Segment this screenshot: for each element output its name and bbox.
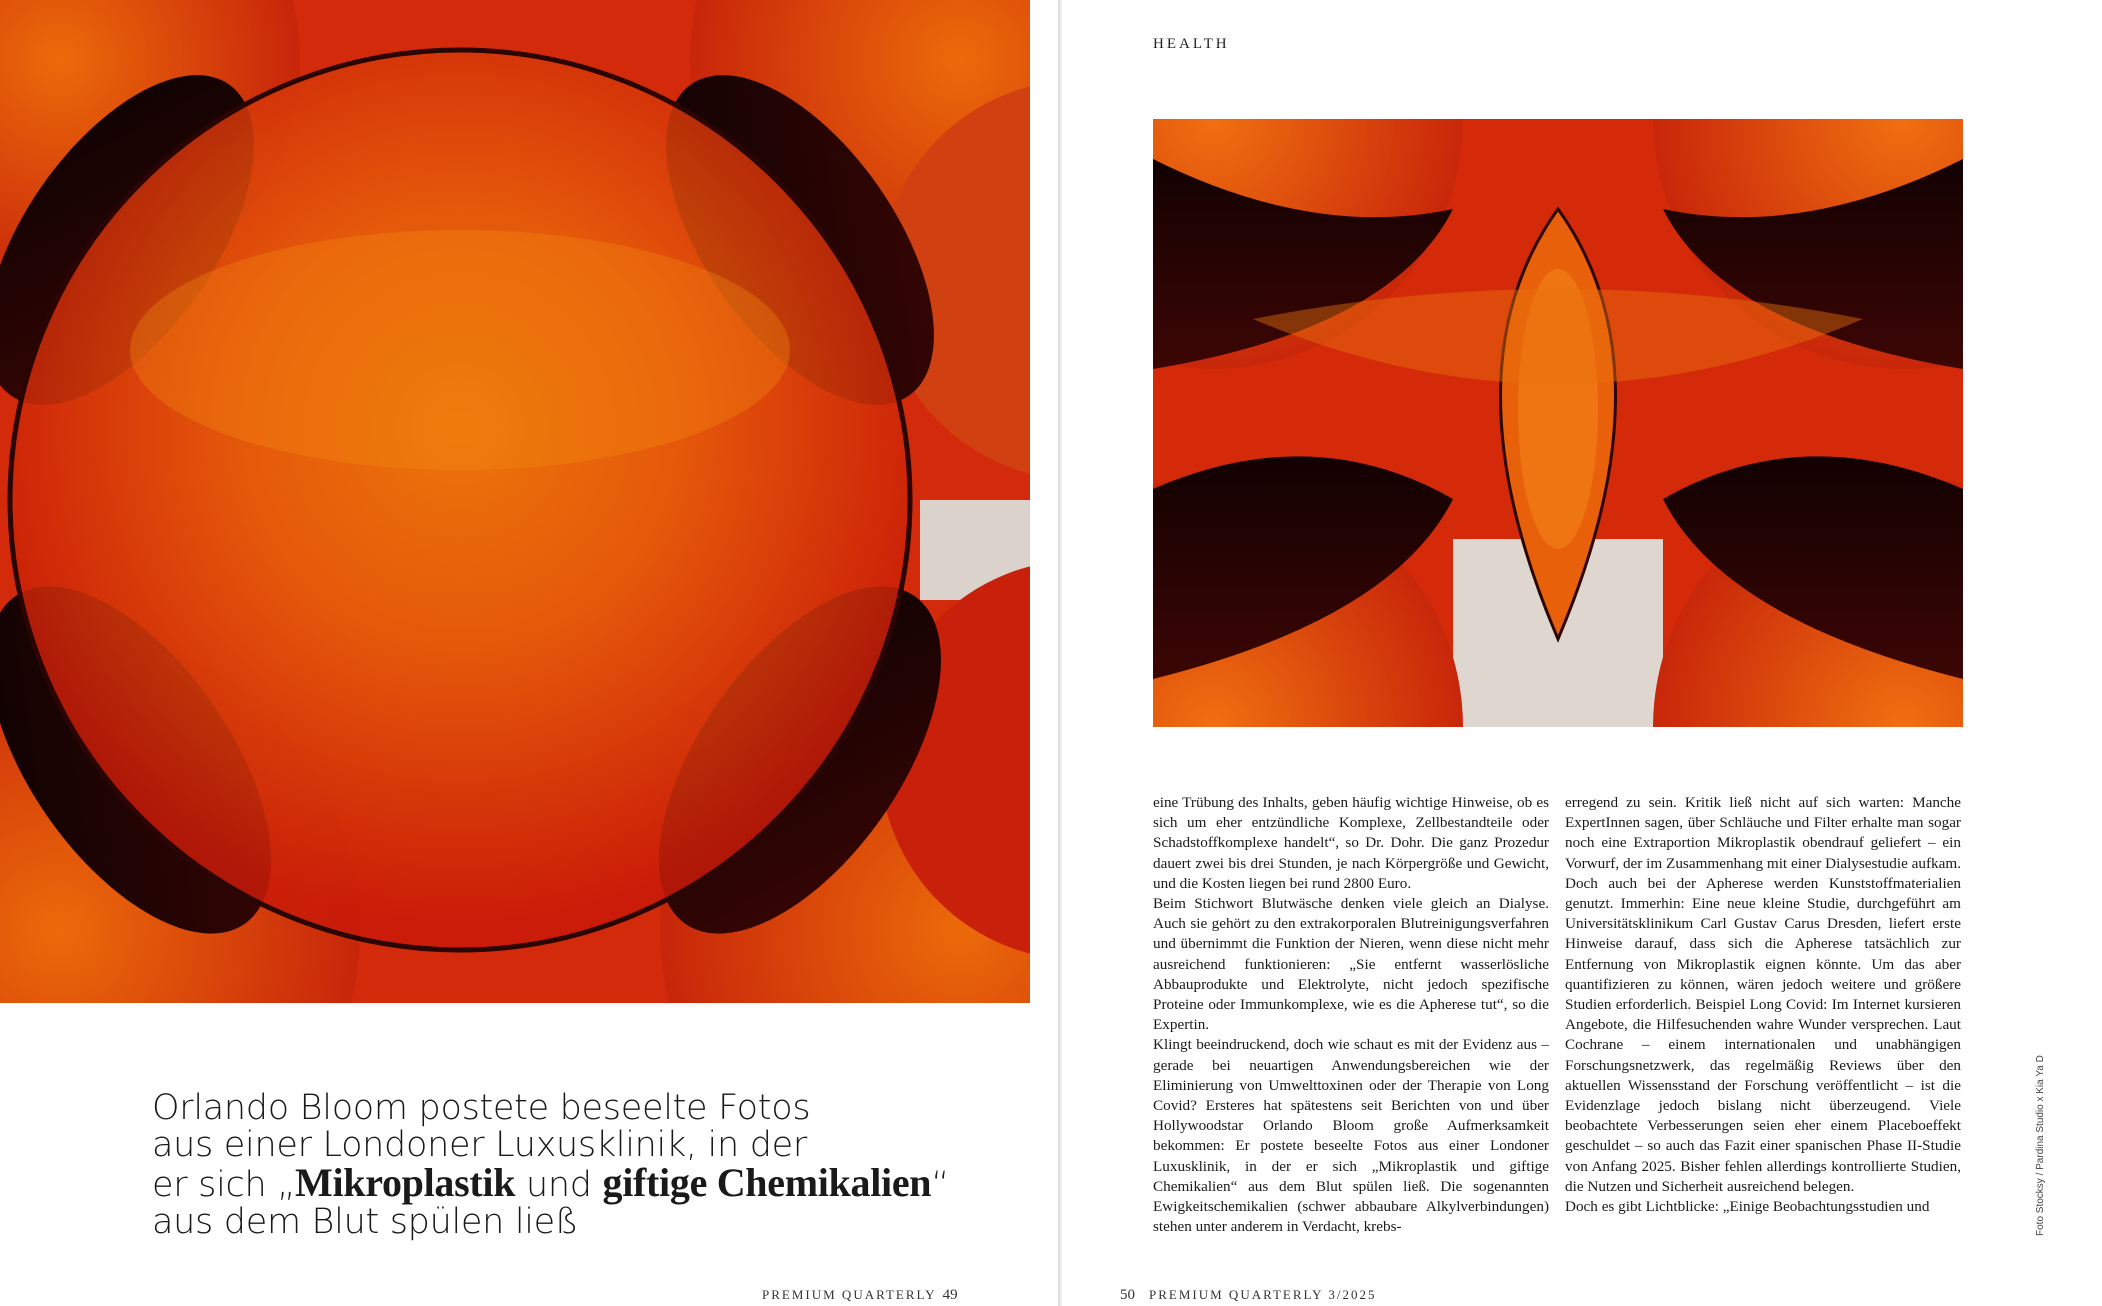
paragraph: Beim Stichwort Blutwäsche denken viele gleich an Dialyse. Auch sie gehört zu den extrakorporalen Blutreinigungsverfahren und übernimmt die Funktion der Nieren, wenn diese nicht mehr ausreichend funktionieren: „Sie entfernt wasserlösliche Abbauprodukte und Elektrolyte, nicht jedoch spezifische Proteine oder Immunkomplexe, wie es die Apherese tut“, so die Expertin. (1153, 895, 1549, 1034)
right-folio (1120, 1287, 1376, 1304)
paragraph: Doch es gibt Lichtblicke: „Einige Beobachtungsstudien und (1565, 1198, 1930, 1216)
left-hero-photo (0, 0, 1030, 1003)
article-column-2 (1565, 793, 1961, 1217)
paragraph: Klingt beeindruckend, doch wie schaut es mit der Evidenz aus – gerade bei neuartigen Anwendungsbereichen wie der Eliminierung von Umwelttoxinen oder der Therapie von Long Covid? Ersteres hat spätestens seit Berichten von und über Hollywoodstar Orlando Bloom große Aufmerksamkeit bekommen: Er postete beseelte Fotos aus einer Londoner Luxusklinik, in der er sich „Mikroplastik und giftige Chemikalien“ aus dem Blut spülen ließ. Die sogenannten Ewigkeitschemikalien (schwer abbaubare Alkylverbindungen) stehen unter anderem in Verdacht, krebs- (1153, 1036, 1549, 1236)
magazine-name: PREMIUM QUARTERLY (1149, 1287, 1324, 1302)
photo-credit: Foto Stocksy / Pardina Studio x Kia Ya D (2035, 1055, 2046, 1236)
pull-quote-text: “ (931, 1165, 950, 1205)
right-photo (1153, 119, 1963, 727)
section-label: HEALTH (1153, 36, 1230, 52)
pull-quote-emphasis: giftige Chemikalien (602, 1160, 932, 1205)
pull-quote-line-2: aus einer Londoner Luxusklinik, in der (152, 1125, 807, 1165)
pull-quote-line-3 (152, 1160, 1012, 1205)
page-number: 50 (1120, 1287, 1135, 1303)
page-gutter (1058, 0, 1062, 1306)
page-number: 49 (942, 1287, 958, 1303)
pull-quote-emphasis: Mikroplastik (295, 1160, 516, 1205)
pull-quote (152, 1090, 1012, 1241)
paragraph: erregend zu sein. Kritik ließ nicht auf sich warten: Manche ExpertInnen sagen, über Schläuche und Filter erhalte man sogar noch eine Extraportion Mikroplastik obendrauf geliefert – ein Vorwurf, der im Zusammenhang mit einer Dialysestudie aufkam. Doch auch bei der Apherese werden Kunststoffmaterialien genutzt. Immerhin: Eine neue kleine Studie, durchgeführt am Universitätsklinikum Carl Gustav Carus Dresden, liefert erste Hinweise darauf, dass sich die Apherese tatsächlich zur Entfernung von Mikroplastik eignen könnte. Um das aber quantifizieren zu können, wären jedoch weitere und größere Studien erforderlich. Beispiel Long Covid: Im Internet kursieren Angebote, die Hilfesuchenden wahre Wunder versprechen. Laut Cochrane – einem internationalen und unabhängigen Forschungsnetzwerk, das regelmäßig Reviews über den aktuellen Wissensstand der Forschung veröffentlicht – ist die Evidenzlage jedoch bislang nicht überzeugend. Viele beobachtete Verbesserungen seien eher einem Placeboeffekt geschuldet – so auch das Fazit einer spanischen Phase II-Studie von Anfang 2025. Bisher fehlen allerdings kontrollierte Studien, die Nutzen und Sicherheit ausreichend belegen. (1565, 794, 1961, 1195)
pull-quote-line-4: aus dem Blut spülen ließ (152, 1202, 579, 1242)
pull-quote-line-1: Orlando Bloom postete beseelte Fotos (152, 1088, 811, 1128)
magazine-name: PREMIUM QUARTERLY (762, 1287, 937, 1302)
article-column-1 (1153, 793, 1549, 1237)
pull-quote-text: und (515, 1165, 603, 1205)
paragraph: eine Trübung des Inhalts, geben häufig wichtige Hinweise, ob es sich um eher entzündliche Komplexe, Zellbestandteile oder Schadstoffkomplexe handelt“, so Dr. Dohr. Die ganz Prozedur dauert zwei bis drei Stunden, je nach Körpergröße und Gewicht, und die Kosten liegen bei rund 2800 Euro. (1153, 794, 1549, 892)
left-folio (762, 1287, 958, 1304)
issue-number: 3/2025 (1328, 1287, 1377, 1302)
pull-quote-text: er sich „ (152, 1165, 295, 1205)
